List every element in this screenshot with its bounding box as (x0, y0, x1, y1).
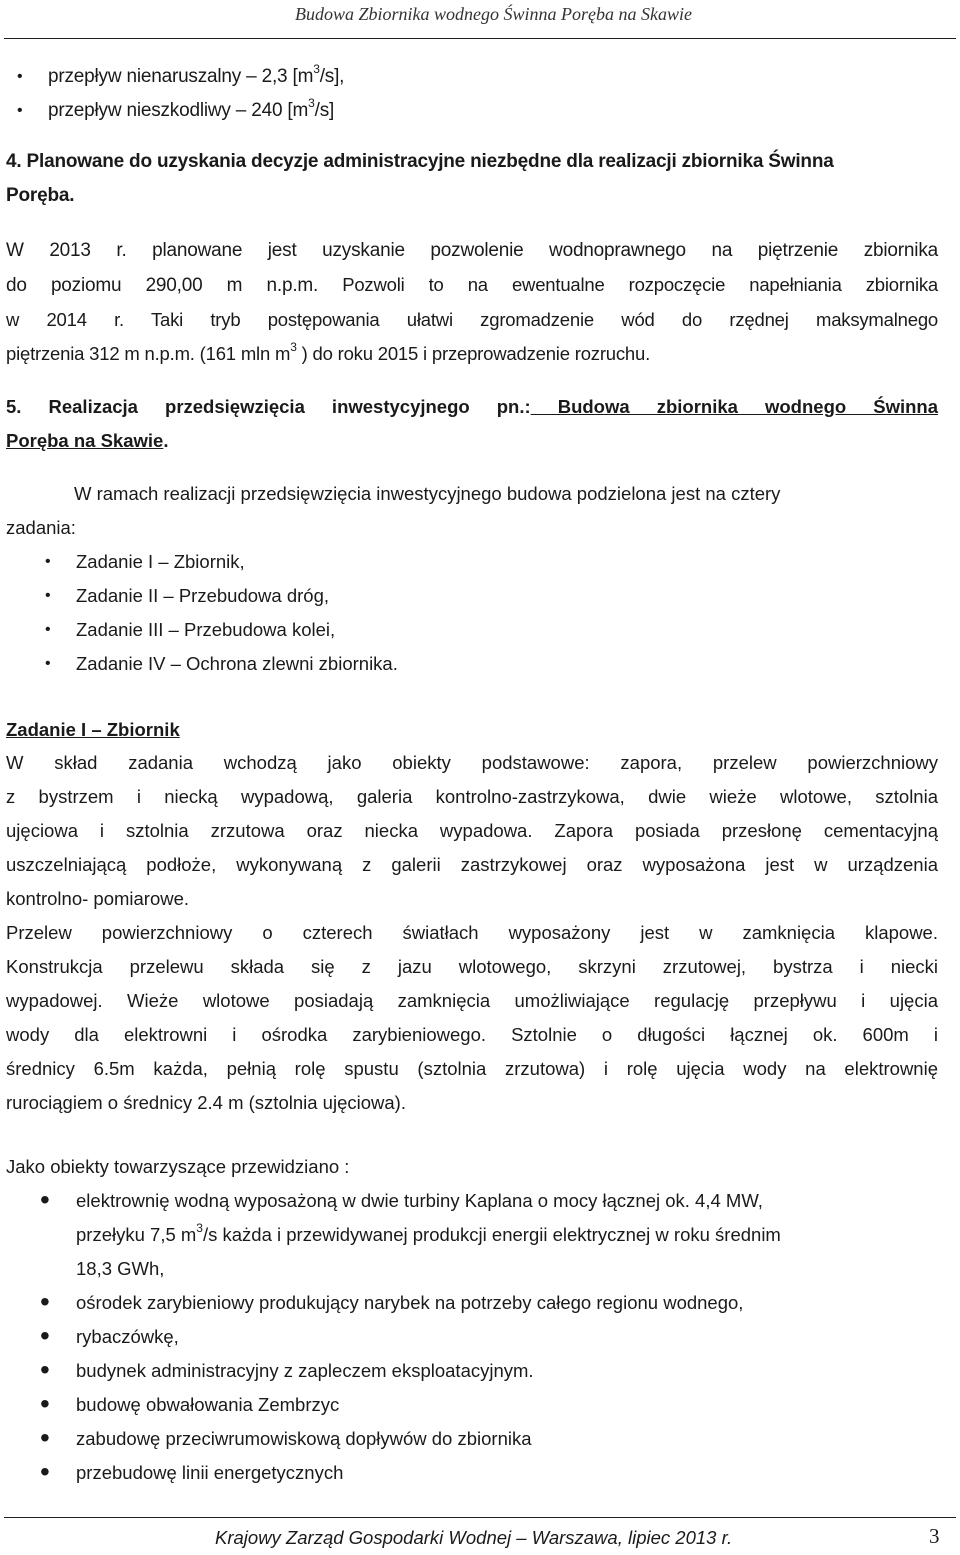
section-4-paragraph: W 2013 r. planowane jest uzyskanie pozwolenie wodnoprawnego na piętrzenie zbiornika do poziomu 290,00 m n.p.m. Pozwoli to na ewentualne rozpoczęcie napełniania zbiornika w 2014 r. Taki tryb postępowania ułatwi zgromadzenie wód do rzędnej maksymalnego piętrzenia 312 m n.p.m. (161 mln $m^3$ ) do roku 2015 i przeprowadzenie rozruchu. (6, 240, 938, 364)
list-item: • zabudowę przeciwrumowiskową dopływów do zbiornika (40, 1422, 532, 1453)
bullet-icon: • (40, 1388, 50, 1419)
bullet-icon: • (17, 68, 23, 85)
accompanying-list (34, 1184, 938, 1490)
list-item: • elektrownię wodną wyposażoną w dwie turbiny Kaplana o mocy łącznej ok. 4,4 MW, przełyku 7,5 $m^3/s$ każda i przewidywanej produkcji energii elektrycznej w roku średnim 18,3 GWh, (40, 1184, 781, 1279)
bullet-icon: • (40, 1456, 50, 1487)
list-item: • rybaczówkę, (40, 1320, 179, 1351)
bullet-icon: • (40, 1286, 50, 1317)
list-item: • przepływ nienaruszalny – 2,3 $[m^3/s]$, (6, 60, 344, 94)
page-number: 3 (929, 1524, 940, 1548)
list-item: • ośrodek zarybieniowy produkujący narybek na potrzeby całego regionu wodnego, (40, 1286, 744, 1317)
bullet-icon: • (45, 587, 51, 604)
list-item: • przebudowę linii energetycznych (40, 1456, 344, 1487)
bullet-icon: • (40, 1320, 50, 1351)
bullet-icon: • (40, 1422, 50, 1453)
footer-text: Krajowy Zarząd Gospodarki Wodnej – Warszawa, lipiec 2013 r. (215, 1527, 733, 1548)
list-item: • budynek administracyjny z zapleczem eksploatacyjnym. (40, 1354, 534, 1385)
accompanying-intro: Jako obiekty towarzyszące przewidziano : (6, 1156, 350, 1177)
list-item: • Zadanie I – Zbiornik, (34, 545, 398, 579)
header-rule (4, 38, 956, 39)
list-item: • Zadanie II – Przebudowa dróg, (34, 579, 398, 613)
bullet-icon: • (45, 655, 51, 672)
bullet-icon: • (40, 1354, 50, 1385)
running-header: Budowa Zbiornika wodnego Świnna Poręba na Skawie (295, 4, 692, 24)
section-5-heading: 5. Realizacja przedsięwzięcia inwestycyjnego pn.: Budowa zbiornika wodnego Świnna Poręba na Skawie. (6, 396, 938, 451)
section-5-intro: W ramach realizacji przedsięwzięcia inwestycyjnego budowa podzielona jest na cztery zadania: (6, 483, 781, 538)
list-item: • budowę obwałowania Zembrzyc (40, 1388, 340, 1419)
list-item: • przepływ nieszkodliwy – 240 $[m^3/s]$ (6, 94, 344, 128)
bullet-icon: • (45, 621, 51, 638)
section-4-heading: 4. Planowane do uzyskania decyzje administracyjne niezbędne dla realizacji zbiornika Świnna Poręba. (6, 151, 834, 206)
list-item: • Zadanie III – Przebudowa kolei, (34, 613, 398, 647)
footer-rule (4, 1517, 956, 1518)
zadanie-1-heading: Zadanie I – Zbiornik (6, 719, 180, 740)
zadanie-1-body: W skład zadania wchodzą jako obiekty podstawowe: zapora, przelew powierzchniowy z bystrzem i niecką wypadową, galeria kontrolno-zastrzykowa, dwie wieże wlotowe, sztolnia ujęciowa i sztolnia zrzutowa oraz niecka wypadowa. Zapora posiada przesłonę cementacyjną uszczelniającą podłoże, wykonywaną z galerii zastrzykowej oraz wyposażona jest w urządzenia kontrolno- pomiarowe. Przelew powierzchniowy o czterech światłach wyposażony jest w zamknięcia klapowe. Konstrukcja przelewu składa się z jazu wlotowego, skrzyni zrzutowej, bystrza i niecki wypadowej. Wieże wlotowe posiadają zamknięcia umożliwiające regulację przepływu i ujęcia wody dla elektrowni i ośrodka zarybieniowego. Sztolnie o długości łącznej ok. 600m i średnicy 6.5m każda, pełnią rolę spustu (sztolnia zrzutowa) i rolę ujęcia wody na elektrownię rurociągiem o średnicy 2.4 m (sztolnia ujęciowa). (6, 752, 938, 1113)
bullet-icon: • (45, 553, 51, 570)
bullet-icon: • (40, 1184, 50, 1215)
flow-list (6, 60, 344, 128)
bullet-icon: • (17, 102, 23, 119)
list-item: • Zadanie IV – Ochrona zlewni zbiornika. (34, 647, 398, 681)
tasks-list (34, 545, 398, 681)
